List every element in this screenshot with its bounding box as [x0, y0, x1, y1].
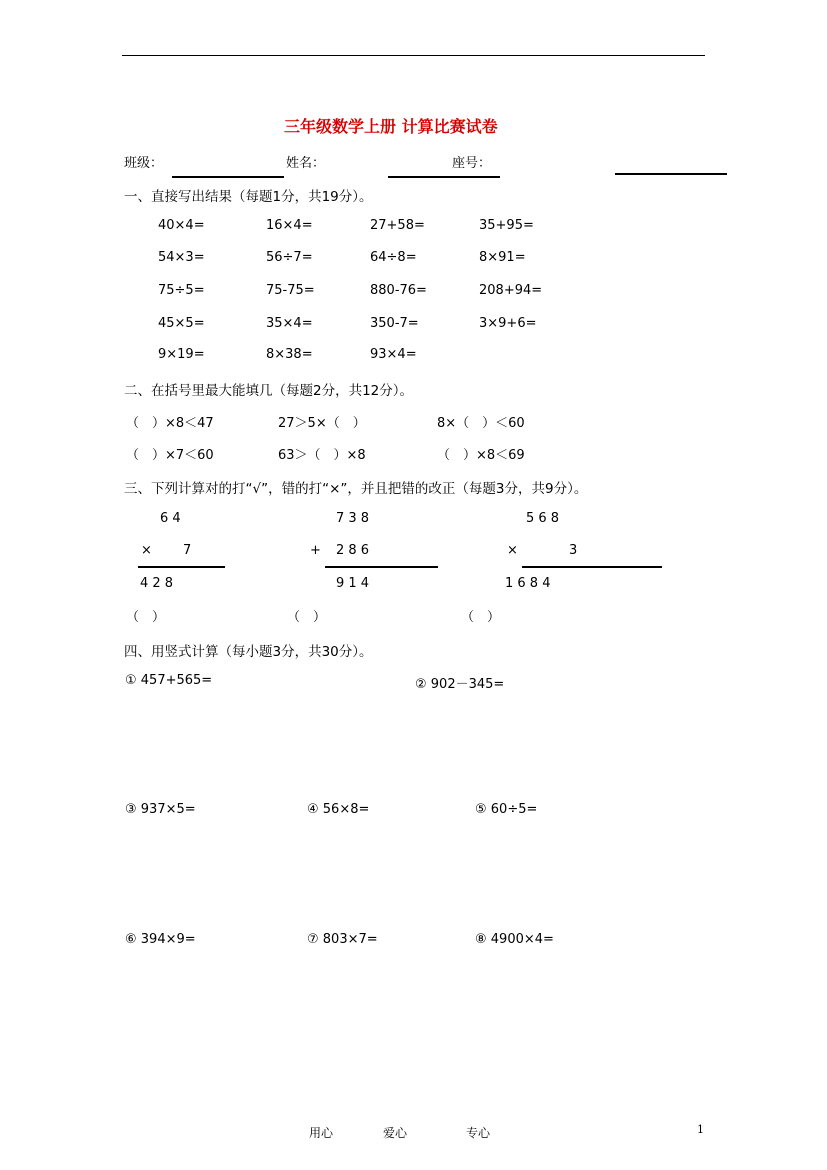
p1-answer-paren[interactable]: （ ） [126, 610, 166, 625]
s1-item: 9×19= [158, 347, 205, 362]
seat-label: 座号： [452, 156, 492, 171]
s1-item: 40×4= [158, 218, 205, 233]
s1-item: 54×3= [158, 250, 205, 265]
p1-mid: 7 [183, 543, 192, 558]
s1-item: 56÷7= [266, 250, 313, 265]
s1-item: 45×5= [158, 316, 205, 331]
p3-mid: 3 [569, 543, 578, 558]
section4-heading: 四、用竖式计算（每小题3分，共30分）。 [124, 644, 373, 660]
s4-question-7: ⑦ 803×7= [307, 932, 378, 947]
s4-question-1: ① 457+565= [125, 673, 213, 688]
s1-item: 93×4= [370, 347, 417, 362]
class-blank[interactable] [172, 176, 284, 178]
p3-operator: × [507, 543, 518, 558]
s1-item: 880-76= [370, 283, 427, 298]
s1-item: 3×9+6= [479, 316, 537, 331]
s4-question-5: ⑤ 60÷5= [475, 802, 538, 817]
section2-heading: 二、在括号里最大能填几（每题2分，共12分）。 [124, 383, 414, 399]
s2-item: （ ）×7＜60 [126, 448, 214, 463]
p1-operator: × [141, 543, 152, 558]
s1-item: 8×91= [479, 250, 526, 265]
page-title: 三年级数学上册 计算比赛试卷 [284, 117, 498, 136]
s4-question-3: ③ 937×5= [125, 802, 196, 817]
s1-item: 8×38= [266, 347, 313, 362]
p3-answer-paren[interactable]: （ ） [461, 610, 501, 625]
name-blank[interactable] [388, 176, 500, 178]
p2-rule [325, 566, 438, 568]
s2-item: 63＞（ ）×8 [278, 448, 366, 463]
s4-question-6: ⑥ 394×9= [125, 932, 196, 947]
p3-rule [522, 566, 662, 568]
s1-item: 208+94= [479, 283, 543, 298]
s2-item: 8×（ ）＜60 [437, 416, 525, 431]
s4-question-4: ④ 56×8= [307, 802, 370, 817]
p3-result: 1 6 8 4 [505, 576, 551, 591]
name-label: 姓名： [286, 156, 326, 171]
s1-item: 35+95= [479, 218, 534, 233]
section1-heading: 一、直接写出结果（每题1分，共19分）。 [124, 189, 373, 205]
s1-item: 27+58= [370, 218, 425, 233]
s4-question-2: ② 902－345= [415, 677, 505, 692]
footer-text-2: 爱心 [383, 1126, 408, 1140]
p2-operator: + [310, 543, 321, 558]
class-label: 班级： [124, 156, 164, 171]
footer-text-3: 专心 [466, 1126, 491, 1140]
p2-result: 9 1 4 [336, 576, 370, 591]
page-number: 1 [697, 1123, 704, 1136]
s4-question-8: ⑧ 4900×4= [475, 932, 554, 947]
s2-item: （ ）×8＜69 [437, 448, 525, 463]
p2-answer-paren[interactable]: （ ） [287, 610, 327, 625]
s1-item: 75÷5= [158, 283, 205, 298]
header-rule [122, 55, 705, 56]
s1-item: 75-75= [266, 283, 315, 298]
p2-top: 7 3 8 [336, 511, 370, 526]
p1-rule [138, 566, 225, 568]
s1-item: 35×4= [266, 316, 313, 331]
section3-heading: 三、下列计算对的打“√”，错的打“×”，并且把错的改正（每题3分，共9分）。 [124, 481, 588, 497]
p2-mid: 2 8 6 [336, 543, 370, 558]
p1-top: 6 4 [160, 511, 181, 526]
s1-item: 64÷8= [370, 250, 417, 265]
s1-item: 16×4= [266, 218, 313, 233]
s2-item: 27＞5×（ ） [278, 416, 366, 431]
footer-text-1: 用心 [309, 1126, 334, 1140]
p1-result: 4 2 8 [140, 576, 174, 591]
s1-item: 350-7= [370, 316, 419, 331]
p3-top: 5 6 8 [526, 511, 560, 526]
s2-item: （ ）×8＜47 [126, 416, 214, 431]
seat-blank[interactable] [615, 173, 727, 175]
